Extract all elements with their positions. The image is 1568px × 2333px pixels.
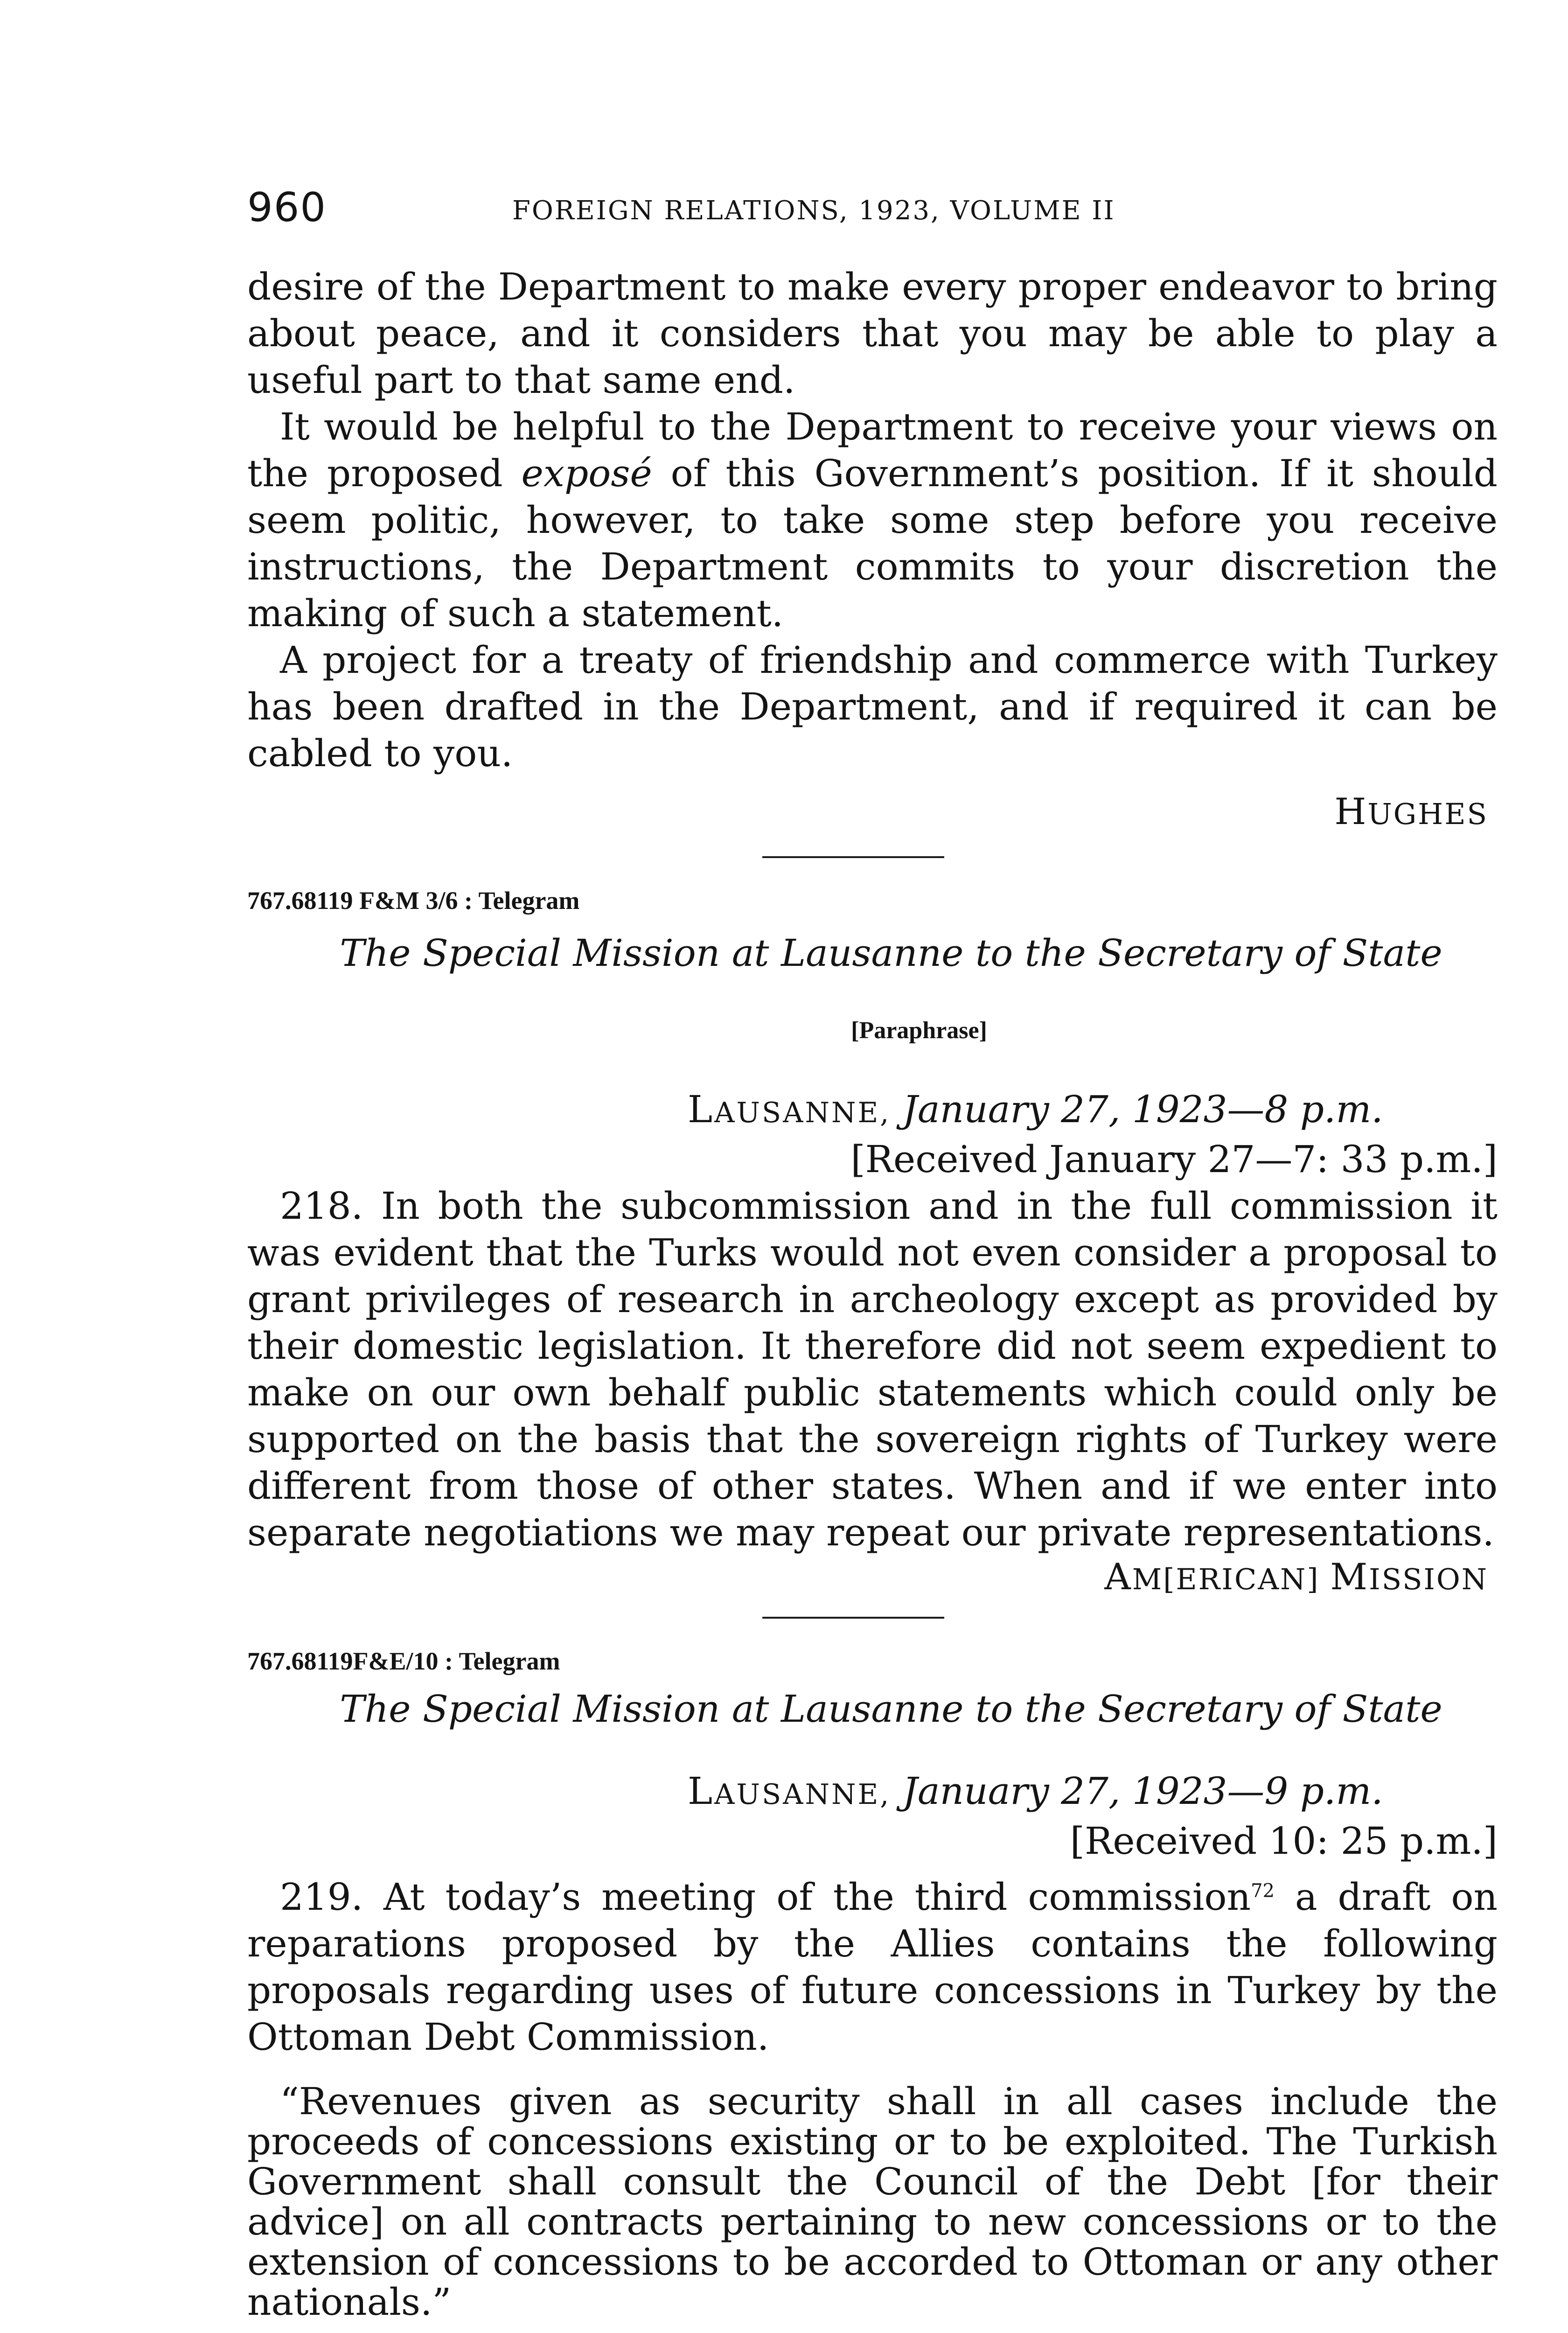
doc2-file-reference: 767.68119 F&M 3/6 : Telegram bbox=[247, 887, 580, 915]
doc1-paragraph-3: A project for a treaty of friendship and commerce with Turkey has been drafted in the Department, and if required it can be cabled to you. bbox=[247, 638, 1498, 775]
footnote-reference[interactable]: 72 bbox=[1251, 1880, 1275, 1902]
doc2-signature: AM[ERICAN] MISSION bbox=[1104, 1556, 1488, 1598]
page-header bbox=[247, 184, 1498, 240]
doc3-dateline: LAUSANNE, January 27, 1923—9 p.m. bbox=[688, 1769, 1383, 1813]
running-head: FOREIGN RELATIONS, 1923, VOLUME II bbox=[512, 196, 1115, 226]
doc3-quotation: “Revenues given as security shall in all cases include the proceeds of concessions existing or to be exploited. The Turkish Government shall consult the Council of the Debt [for their advice] on all contracts pertaining to new concessions or to the extension of concessions to be accorded to Ottoman or any other nationals.” bbox=[247, 2080, 1498, 2324]
doc2-body: 218. In both the subcommission and in the full commission it was evident that the Turks would not even consider a proposal to grant privileges of research in archeology except as provided by their domestic legislation. It therefore did not seem expedient to make on our own behalf public statements which could only be supported on the basis that the sovereign rights of Turkey were different from those of other states. When and if we enter into separate negotiations we may repeat our private representations. bbox=[247, 1184, 1498, 1554]
doc2-date: January 27, 1923—8 p.m. bbox=[902, 1088, 1383, 1131]
doc2-heading: The Special Mission at Lausanne to the Secretary of State bbox=[340, 931, 1443, 975]
doc2-paraphrase-note: [Paraphrase] bbox=[851, 1017, 987, 1044]
doc1-paragraph-2-italic: exposé bbox=[521, 452, 652, 495]
doc2-received: [Received January 27—7: 33 p.m.] bbox=[850, 1138, 1498, 1181]
doc1-paragraph-1: desire of the Department to make every proper endeavor to bring about peace, and it considers that you may be able to play a useful part to that same end. bbox=[247, 265, 1498, 402]
doc1-paragraph-2-start: It would be helpful to the Department to receive your views on the proposed bbox=[247, 405, 1498, 495]
doc1-paragraph-2-end: of this Government’s position. If it should seem politic, however, to take some step before you receive instructions, the Department commits to your discretion the making of such a statement. bbox=[247, 452, 1498, 635]
doc3-heading: The Special Mission at Lausanne to the Secretary of State bbox=[340, 1687, 1443, 1731]
doc3-date: January 27, 1923—9 p.m. bbox=[902, 1769, 1383, 1813]
document-page bbox=[247, 184, 1498, 2333]
doc2-dateline: LAUSANNE, January 27, 1923—8 p.m. bbox=[688, 1088, 1383, 1131]
doc3-received: [Received 10: 25 p.m.] bbox=[1070, 1819, 1498, 1863]
doc3-file-reference: 767.68119F&E/10 : Telegram bbox=[247, 1647, 560, 1675]
doc1-signature: HUGHES bbox=[1334, 791, 1488, 833]
page-number: 960 bbox=[247, 184, 327, 231]
doc1-paragraph-2 bbox=[247, 404, 1498, 637]
doc3-body: 219. At today’s meeting of the third commission$^{72}$ a draft on reparations proposed by the Allies contains the following proposals regarding uses of future concessions in Turkey by the Ottoman Debt Commission. bbox=[247, 1875, 1498, 2059]
